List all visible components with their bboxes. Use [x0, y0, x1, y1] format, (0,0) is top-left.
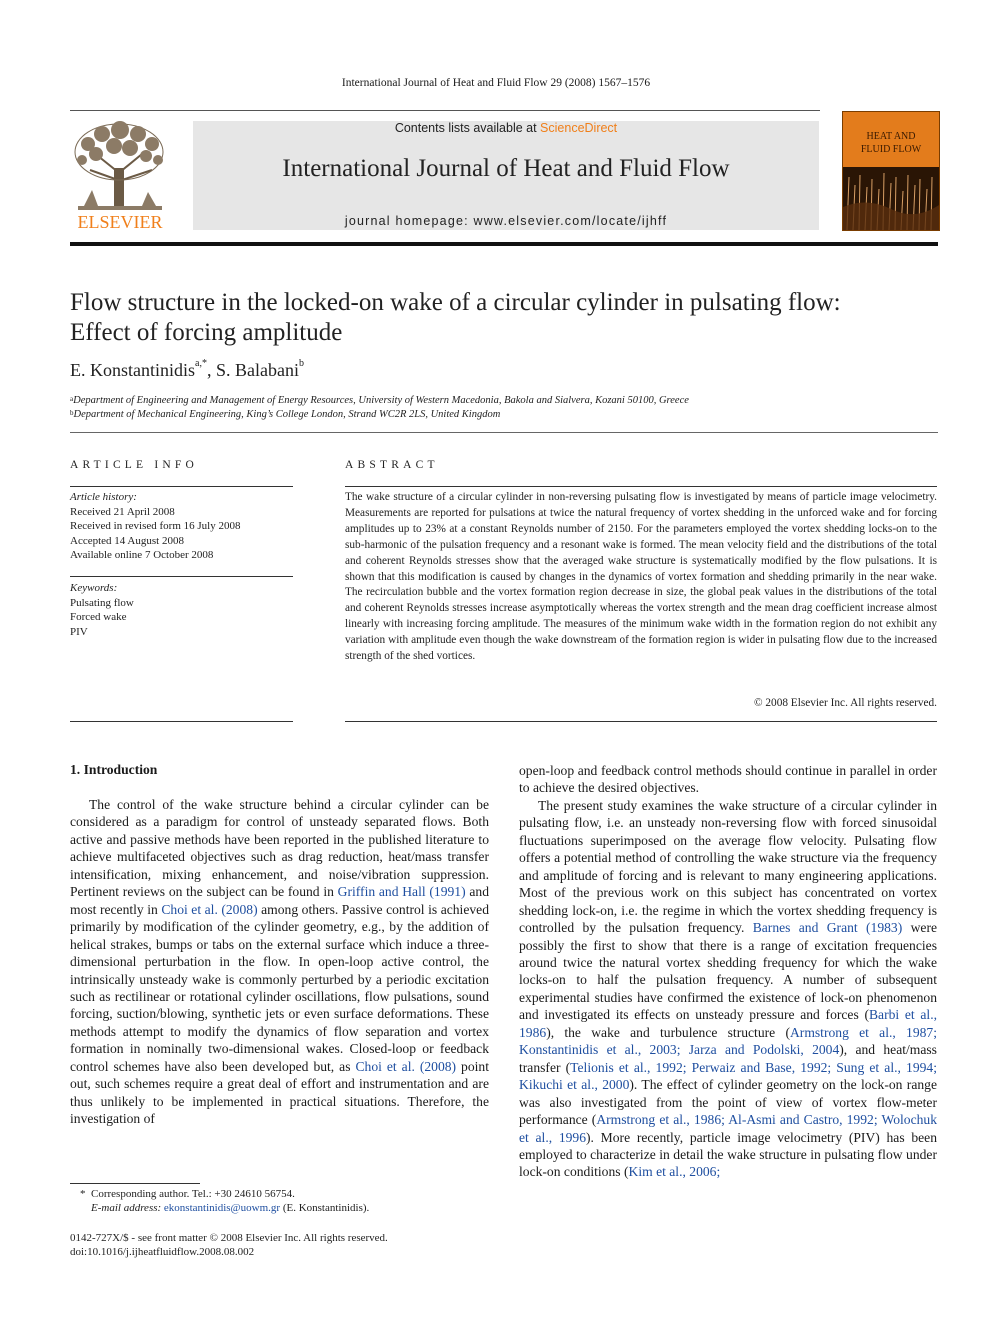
abstract-text: The wake structure of a circular cylinder in non-reversing pulsating flow is investigated by means of particle image velocimetry. Measurements are reported for pulsations at twice the natural frequency of vortex shedding in the unforced wake and for forcing amplitudes up to 23% at a constant Reynolds number of 2150. For the parameters employed the vortex shedding locks-on to the sub-harmonic of the pulsation frequency and a resonant wake is formed. The mean velocity field and the distributions of the total and coherent Reynolds stresses show that the averaged wake structure is systematically modified by the flow pulsations. It is shown that this modification is caused by changes in the dynamics of vortex formation and shedding primarily in the near wake. The recirculation bubble and the vortex formation region decrease in size, the global peak values in the distributions of the total and coherent Reynolds stresses increase asymptotically whereas the vortex strength and the mean drag coefficient increase almost linearly with increasing forcing amplitude. The measures of the minimum wake width in the formation region do not exhibit any variation with amplitude even though the wake downstream of the formation region is wider in pulsating flow due to the increased strength of the shed vortices. — [345, 491, 937, 663]
history-online: Available online 7 October 2008 — [70, 549, 214, 561]
citation-link[interactable]: Armstrong et al., 1987; Konstantinidis et al., 2003; Jarza and Podolski, 2004 — [519, 1024, 937, 1058]
article-info-bottom-rule — [70, 721, 293, 722]
author1-affiliation-marker[interactable]: a,* — [195, 358, 207, 369]
article-title-line1: Flow structure in the locked-on wake of a circular cylinder in pulsating flow: — [70, 289, 841, 316]
abstract-heading: ABSTRACT — [345, 459, 439, 471]
abstract-copyright: © 2008 Elsevier Inc. All rights reserved. — [753, 697, 937, 709]
affiliation-b — [70, 409, 500, 420]
cover-title-line2: FLUID FLOW — [860, 144, 922, 155]
email-suffix: (E. Konstantinidis). — [280, 1202, 370, 1214]
journal-homepage-link[interactable]: journal homepage: www.elsevier.com/locate/ijhff — [344, 214, 668, 228]
history-revised: Received in revised form 16 July 2008 — [70, 520, 241, 532]
affiliation-rule — [70, 432, 938, 433]
citation-link[interactable]: Barbi et al., 1986 — [519, 1007, 937, 1040]
body-column-right — [519, 762, 937, 1181]
doi-line[interactable]: doi:10.1016/j.ijheatfluidflow.2008.08.002 — [70, 1246, 255, 1258]
journal-title: International Journal of Heat and Fluid Flow — [282, 155, 730, 182]
masthead-rule — [70, 242, 938, 246]
intro-paragraph-continued: open-loop and feedback control methods should continue in parallel in order to achieve the desired objectives. — [519, 763, 937, 796]
citation-link[interactable]: Barnes and Grant (1983) — [752, 920, 903, 936]
article-info-rule — [70, 486, 293, 487]
abstract-rule — [345, 486, 937, 487]
cover-flow-image — [843, 167, 939, 230]
contents-line — [193, 121, 819, 135]
keywords-label: Keywords: — [70, 582, 118, 594]
citation-link[interactable]: Telionis et al., 1992; Perwaiz and Base, 1992; Sung et al., 1994; Kikuchi et al., 2000 — [519, 1059, 938, 1093]
section-heading-introduction: 1. Introduction — [70, 762, 158, 777]
keywords-block — [70, 581, 134, 639]
running-header: International Journal of Heat and Fluid Flow 29 (2008) 1567–1576 — [341, 77, 651, 89]
cover-title-line1: HEAT AND — [866, 131, 916, 142]
contents-prefix: Contents lists available at — [394, 121, 541, 135]
article-history-label: Article history: — [70, 491, 137, 503]
author-konstantinidis: E. Konstantinidis — [70, 360, 195, 380]
affiliation-a-marker: a — [70, 395, 74, 403]
author2-affiliation-marker[interactable]: b — [298, 358, 304, 369]
citation-link[interactable]: Choi et al. (2008) — [161, 901, 258, 917]
article-title-line2: Effect of forcing amplitude — [70, 319, 343, 346]
elsevier-tree-icon — [68, 120, 172, 232]
body-column-left — [70, 796, 489, 1128]
elsevier-logo — [68, 120, 172, 232]
keywords-rule — [70, 576, 293, 577]
affiliation-b-text: Department of Mechanical Engineering, King’s College London, Strand WC2R 2LS, United Kingdom — [73, 409, 501, 420]
footnote-marker: * — [80, 1188, 86, 1200]
header-rule — [70, 110, 820, 111]
cover-title — [843, 130, 939, 156]
issn-line: 0142-727X/$ - see front matter © 2008 Elsevier Inc. All rights reserved. — [70, 1232, 388, 1244]
affiliation-b-marker: b — [70, 409, 74, 417]
email-note — [91, 1201, 369, 1215]
abstract-bottom-rule — [345, 721, 937, 722]
email-link[interactable]: ekonstantinidis@uowm.gr — [163, 1202, 281, 1214]
intro-paragraph-2: The present study examines the wake structure of a circular cylinder in pulsating flow, i.e. an unsteady non-reversing flow with forced sinusoidal fluctuations superimposed on the average flow velocity. Pulsating flow offers a potential method of controlling the wake structure via the frequency and amplitude of forcing and is relevant to many engineering applications. Most of the previous work on this subject has concentrated on vortex shedding lock-on, i.e. the regime in which the vortex shedding frequency is controlled by the pulsation frequency. Barnes and Grant (1983) were possibly the first to show that there is a range of excitation frequencies around twice the natural vortex shedding frequency for which the wake locks-on to half the pulsation frequency. A number of subsequent experimental studies have confirmed the existence of lock-on phenomenon and investigated its effects on unsteady pressure and forces (Barbi et al., 1986), the wake and turbulence structure (Armstrong et al., 1987; Konstantinidis et al., 2003; Jarza and Podolski, 2004), and heat/mass transfer (Telionis et al., 1992; Perwaiz and Base, 1992; Sung et al., 1994; Kikuchi et al., 2000). The effect of cylinder geometry on the lock-on range was also investigated from the point of view of vortex flow-meter performance (Armstrong et al., 1986; Al-Asmi and Castro, 1992; Wolochuk et al., 1996). More recently, particle image velocimetry (PIV) has been employed to characterize in detail the wake structure in pulsating flow under lock-on conditions (Kim et al., 2006; — [519, 797, 938, 1180]
intro-paragraph-1: The control of the wake structure behind a circular cylinder can be considered as a paradigm for control of unsteady separated flows. Both active and passive methods have been reported in the published literature to achieve multifaceted objectives such as drag reduction, heat/mass transfer intensification, mixing enhancement, and noise/vibration suppression. Pertinent reviews on the subject can be found in Griffin and Hall (1991) and most recently in Choi et al. (2008) among others. Passive control is achieved primarily by modification of the cylinder geometry, e.g., by the addition of helical strakes, bumps or tabs on the external surface which induce a three-dimensional perturbation in the flow. In open-loop active control, the intrinsically unsteady wake is commonly perturbed by a periodic excitation such as rectilinear or rotational cylinder oscillations, flow pulsations, sound forcing, suction/blowing, synthetic jets or even surface deformations. These methods attempt to modify the dynamics of flow separation and vortex formation in nominally two-dimensional wakes. Closed-loop or feedback control schemes have also been developed but, as Choi et al. (2008) point out, such schemes require a great deal of effort and instrumentation and are thus unlikely to be implemented in practical situations. Therefore, the investigation of — [70, 797, 490, 1127]
svg-text:ELSEVIER: ELSEVIER — [77, 212, 163, 232]
keyword-item: PIV — [70, 625, 88, 638]
citation-link[interactable]: Griffin and Hall (1991) — [337, 884, 466, 900]
affiliation-a-text: Department of Engineering and Management of Energy Resources, University of Western Macedonia, Bakola and Sialvera, Kozani 50100, Greece — [73, 395, 689, 406]
keyword-item: Forced wake — [70, 611, 127, 623]
article-info-heading: ARTICLE INFO — [70, 459, 198, 471]
corresponding-author-note — [80, 1187, 295, 1201]
corresponding-author-text: Corresponding author. Tel.: +30 24610 56754. — [91, 1188, 295, 1200]
article-history — [70, 490, 240, 563]
keyword-item: Pulsating flow — [70, 596, 134, 609]
history-accepted: Accepted 14 August 2008 — [70, 534, 184, 547]
email-label: E-mail address: — [91, 1202, 164, 1214]
affiliation-a — [70, 395, 689, 406]
history-received: Received 21 April 2008 — [70, 505, 175, 518]
citation-link[interactable]: Armstrong et al., 1986; Al-Asmi and Castro, 1992; Wolochuk et al., 1996 — [519, 1112, 937, 1145]
citation-link[interactable]: Kim et al., 2006; — [628, 1164, 721, 1180]
sciencedirect-link[interactable]: ScienceDirect — [540, 121, 618, 135]
author-list — [70, 360, 304, 381]
footnote-rule — [70, 1183, 200, 1184]
journal-cover-thumbnail — [842, 111, 940, 231]
article-title — [70, 288, 930, 348]
citation-link[interactable]: Choi et al. (2008) — [355, 1058, 457, 1074]
author-balabani: , S. Balabani — [206, 360, 299, 380]
